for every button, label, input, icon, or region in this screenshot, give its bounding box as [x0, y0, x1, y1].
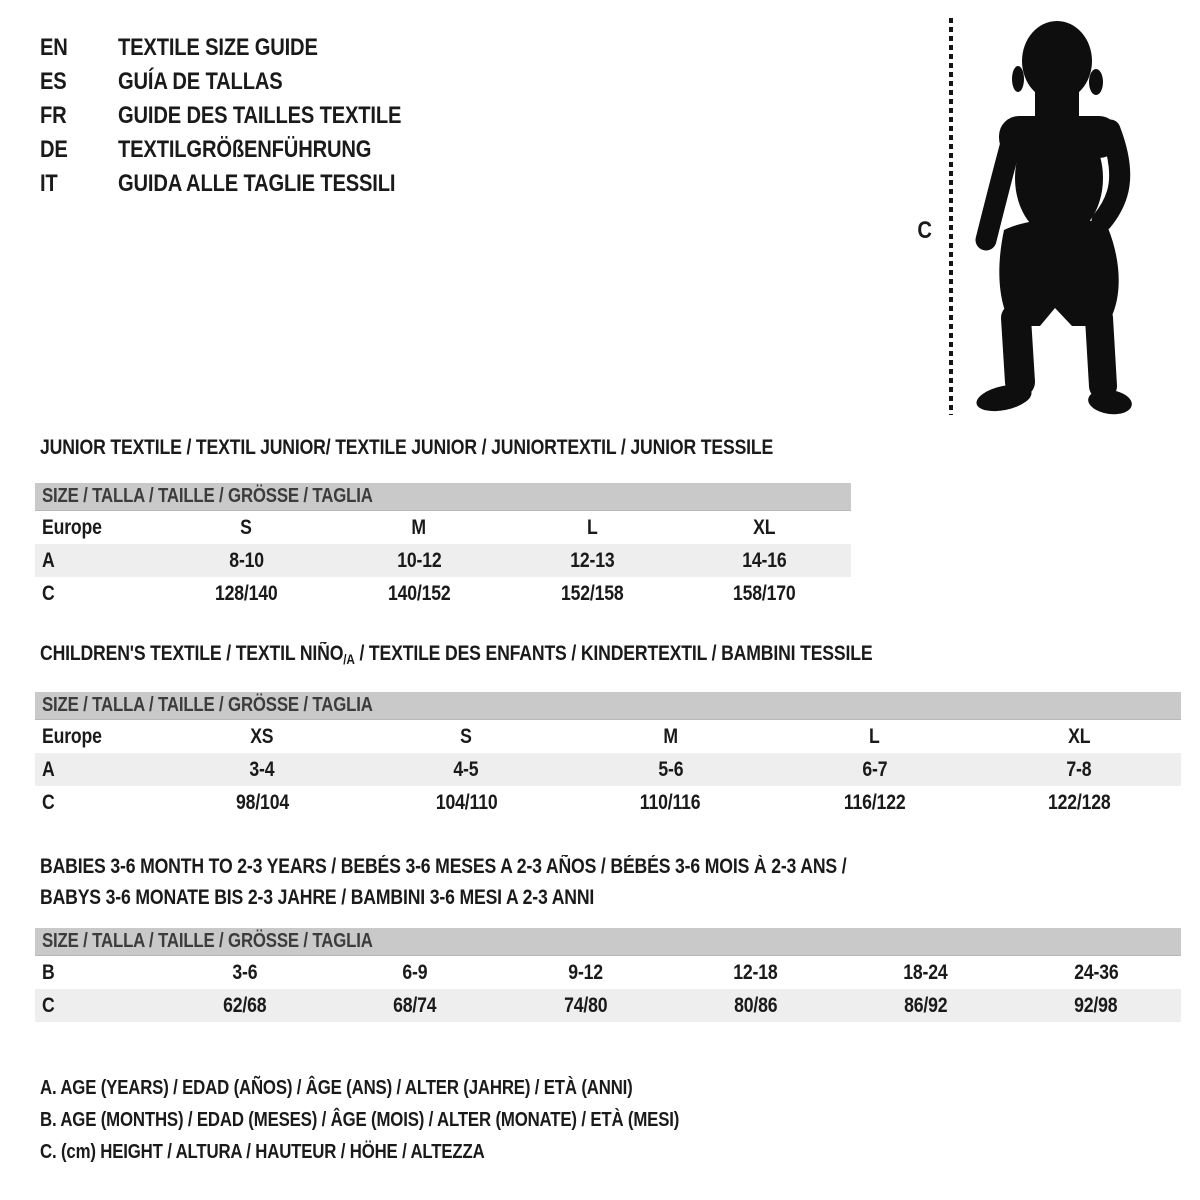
- size-header-label: SIZE / TALLA / TAILLE / GRÖSSE / TAGLIA: [42, 485, 373, 507]
- silhouette-leg-right: [1099, 318, 1103, 386]
- language-code-label: DE: [40, 136, 68, 163]
- cell-value: 98/104: [235, 790, 289, 814]
- cell-value: 110/116: [640, 790, 701, 814]
- row-label: B: [42, 960, 55, 984]
- language-code-label: IT: [40, 170, 58, 197]
- section-title-text: BABYS 3-6 MONATE BIS 2-3 JAHRE / BAMBINI 3-6 MESI A 2-3 ANNI: [40, 886, 595, 909]
- table-cell: [568, 758, 772, 782]
- footnote-text: C. (cm) HEIGHT / ALTURA / HAUTEUR / HÖHE / ALTEZZA: [40, 1140, 485, 1163]
- row-label: C: [42, 581, 55, 605]
- language-row: [40, 65, 455, 99]
- table-cell: [678, 516, 851, 540]
- cell-value: M: [663, 724, 678, 748]
- table-cell: [506, 516, 679, 540]
- table-row: [35, 786, 1181, 819]
- table-cell: [773, 725, 977, 749]
- cell-value: 80/86: [733, 993, 778, 1017]
- language-title: TEXTILGRÖßENFÜHRUNG: [118, 136, 372, 163]
- table-row: [35, 720, 1181, 753]
- row-label: Europe: [42, 515, 102, 539]
- table-cell: [671, 961, 841, 985]
- table-cell: [568, 725, 772, 749]
- cell-value: 12-18: [733, 960, 778, 984]
- table-cell: [35, 961, 160, 985]
- table-cell: [160, 961, 330, 985]
- table-cell: [333, 582, 506, 606]
- table-cell: [977, 791, 1181, 815]
- cell-value: S: [460, 724, 473, 748]
- section-title-text: JUNIOR TEXTILE / TEXTIL JUNIOR/ TEXTILE JUNIOR / JUNIORTEXTIL / JUNIOR TESSILE: [40, 436, 774, 459]
- section-title-junior: [40, 436, 913, 460]
- table-cell: [671, 994, 841, 1018]
- table-cell: [1011, 994, 1181, 1018]
- row-label: A: [42, 757, 55, 781]
- table-cell: [678, 582, 851, 606]
- table-cell: [1011, 961, 1181, 985]
- language-code-label: FR: [40, 102, 67, 129]
- footnote-a: [40, 1072, 801, 1104]
- table-cell: [160, 549, 333, 573]
- table-cell: [160, 516, 333, 540]
- table-cell: [841, 961, 1011, 985]
- cell-value: 128/140: [215, 581, 278, 605]
- language-header: [40, 31, 455, 201]
- table-cell: [35, 516, 160, 540]
- table-cell: [977, 758, 1181, 782]
- size-header-bar: [35, 928, 1181, 956]
- table-cell: [500, 961, 670, 985]
- footnote-b: [40, 1104, 801, 1136]
- cell-value: 12-13: [569, 548, 615, 572]
- size-header-label: SIZE / TALLA / TAILLE / GRÖSSE / TAGLIA: [42, 694, 373, 716]
- table-cell: [160, 994, 330, 1018]
- table-cell: [333, 516, 506, 540]
- table-cell: [678, 549, 851, 573]
- language-code: [40, 34, 118, 62]
- silhouette-arm-left: [986, 132, 1014, 240]
- cell-value: XL: [1067, 724, 1091, 748]
- row-label: A: [42, 548, 55, 572]
- silhouette-ear-right: [1089, 69, 1103, 95]
- baby-silhouette: [972, 18, 1132, 416]
- table-cell: [330, 994, 500, 1018]
- height-measure-label: [916, 217, 933, 245]
- table-cell: [160, 791, 364, 815]
- table-cell: [506, 549, 679, 573]
- silhouette-ear-left: [1012, 66, 1024, 92]
- table-junior: [35, 483, 851, 610]
- table-cell: [35, 758, 160, 782]
- cell-value: 86/92: [904, 993, 948, 1017]
- table-cell: [333, 549, 506, 573]
- section-title-line: [40, 882, 1000, 913]
- table-cell: [364, 725, 568, 749]
- language-row: [40, 31, 455, 65]
- size-header-bar: [35, 692, 1181, 720]
- cell-value: S: [240, 515, 253, 539]
- cell-value: 5-6: [658, 757, 684, 781]
- cell-value: 122/128: [1047, 790, 1111, 814]
- cell-value: 18-24: [903, 960, 948, 984]
- cell-value: L: [586, 515, 598, 539]
- language-row: [40, 133, 455, 167]
- language-code: [40, 102, 118, 130]
- table-cell: [773, 791, 977, 815]
- cell-value: L: [869, 724, 881, 748]
- table-row: [35, 753, 1181, 786]
- table-cell: [160, 725, 364, 749]
- cell-value: XS: [250, 724, 274, 748]
- table-cell: [841, 994, 1011, 1018]
- cell-value: 8-10: [229, 548, 264, 572]
- footnote-text: B. AGE (MONTHS) / EDAD (MESES) / ÂGE (MOIS) / ALTER (MONATE) / ETÀ (MESI): [40, 1108, 680, 1131]
- table-cell: [506, 582, 679, 606]
- height-measure-dashed-line: [949, 18, 953, 415]
- size-header-bar: [35, 483, 851, 511]
- cell-value: 92/98: [1074, 993, 1118, 1017]
- table-cell: [35, 791, 160, 815]
- table-cell: [568, 791, 772, 815]
- cell-value: 62/68: [223, 993, 267, 1017]
- cell-value: 152/158: [560, 581, 624, 605]
- section-title-subscript: /A: [343, 651, 355, 667]
- cell-value: 10-12: [396, 548, 442, 572]
- table-row: [35, 956, 1181, 989]
- table-row: [35, 544, 851, 577]
- silhouette-head: [1022, 21, 1092, 101]
- language-row: [40, 167, 455, 201]
- table-cell: [364, 791, 568, 815]
- language-code: [40, 170, 118, 198]
- table-cell: [773, 758, 977, 782]
- silhouette-leg-left: [1016, 318, 1020, 382]
- section-title-rest: / TEXTILE DES ENFANTS / KINDERTEXTIL / BAMBINI TESSILE: [354, 642, 873, 665]
- footnotes: [40, 1072, 801, 1168]
- cell-value: 74/80: [563, 993, 608, 1017]
- table-cell: [500, 994, 670, 1018]
- table-cell: [35, 994, 160, 1018]
- height-measure-letter: C: [917, 217, 932, 244]
- cell-value: 6-7: [862, 757, 888, 781]
- table-cell: [35, 549, 160, 573]
- cell-value: 14-16: [742, 548, 787, 572]
- section-title-text: BABIES 3-6 MONTH TO 2-3 YEARS / BEBÉS 3-6 MESES A 2-3 AÑOS / BÉBÉS 3-6 MOIS À 2-3 ANS /: [40, 855, 847, 878]
- row-label: C: [42, 993, 55, 1017]
- cell-value: 24-36: [1073, 960, 1119, 984]
- footnote-c: [40, 1136, 801, 1168]
- cell-value: 6-9: [402, 960, 428, 984]
- footnote-text: A. AGE (YEARS) / EDAD (AÑOS) / ÂGE (ANS) / ALTER (JAHRE) / ETÀ (ANNI): [40, 1076, 633, 1099]
- table-babies: [35, 928, 1181, 1022]
- section-title-text: [40, 642, 872, 671]
- language-code-label: ES: [40, 68, 67, 95]
- table-row: [35, 989, 1181, 1022]
- silhouette-arm-right: [1102, 130, 1120, 221]
- cell-value: 3-4: [249, 757, 275, 781]
- language-code: [40, 136, 118, 164]
- table-cell: [35, 582, 160, 606]
- cell-value: 9-12: [568, 960, 603, 984]
- table-cell: [364, 758, 568, 782]
- table-row: [35, 577, 851, 610]
- cell-value: 68/74: [393, 993, 437, 1017]
- language-title: GUIDE DES TAILLES TEXTILE: [118, 102, 402, 129]
- section-title-line: [40, 851, 1000, 882]
- table-cell: [160, 582, 333, 606]
- table-row: [35, 511, 851, 544]
- table-cell: [977, 725, 1181, 749]
- language-code-label: EN: [40, 34, 68, 61]
- language-row: [40, 99, 455, 133]
- cell-value: 158/170: [733, 581, 796, 605]
- row-label: Europe: [42, 724, 102, 748]
- row-label: C: [42, 790, 55, 814]
- cell-value: M: [411, 515, 427, 539]
- cell-value: 140/152: [387, 581, 451, 605]
- cell-value: XL: [753, 515, 776, 539]
- language-title: GUIDA ALLE TAGLIE TESSILI: [118, 170, 396, 197]
- table-children: [35, 692, 1181, 819]
- table-cell: [35, 725, 160, 749]
- language-title: GUÍA DE TALLAS: [118, 68, 283, 95]
- table-cell: [330, 961, 500, 985]
- language-title: TEXTILE SIZE GUIDE: [118, 34, 318, 61]
- cell-value: 116/122: [843, 790, 906, 814]
- cell-value: 7-8: [1066, 757, 1092, 781]
- section-title-babies: [40, 851, 1000, 913]
- table-cell: [160, 758, 364, 782]
- cell-value: 3-6: [232, 960, 258, 984]
- section-title-children: [40, 642, 1031, 671]
- language-code: [40, 68, 118, 96]
- cell-value: 104/110: [435, 790, 498, 814]
- cell-value: 4-5: [453, 757, 479, 781]
- section-title-main: CHILDREN'S TEXTILE / TEXTIL NIÑO: [40, 642, 344, 665]
- size-header-label: SIZE / TALLA / TAILLE / GRÖSSE / TAGLIA: [42, 930, 373, 952]
